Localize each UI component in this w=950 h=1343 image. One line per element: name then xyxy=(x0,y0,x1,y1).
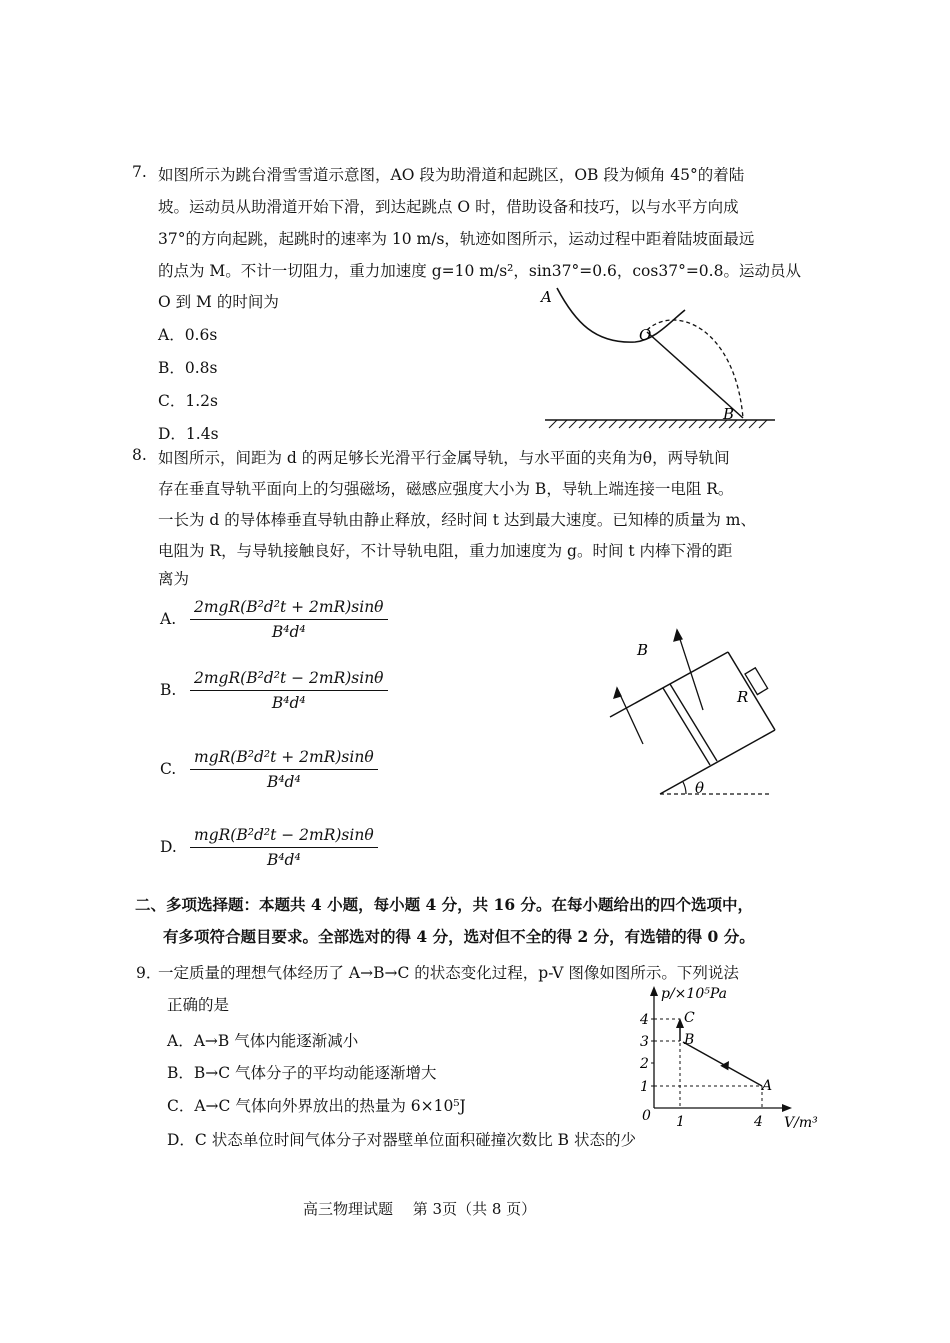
section2-heading-line-1: 二、多项选择题：本题共 4 小题，每小题 4 分，共 16 分。在每小题给出的四个选项中， xyxy=(135,895,754,914)
q8-label-b: B xyxy=(637,641,649,659)
q8-option-d-numerator: mgR(B²d²t − 2mR)sinθ xyxy=(190,826,378,848)
q8-option-a-label: A. xyxy=(160,610,177,628)
q8-option-a-fraction xyxy=(190,598,388,641)
q9-pv-graph xyxy=(636,982,822,1130)
q8-resistor xyxy=(745,668,768,695)
q7-trajectory xyxy=(647,320,743,418)
q9-y-tick-3: 3 xyxy=(640,1034,649,1050)
q8-rod-2 xyxy=(670,684,717,761)
q9-guides xyxy=(654,1019,762,1108)
q8-option-a-denominator: B⁴d⁴ xyxy=(271,623,306,641)
q8-option-c-numerator: mgR(B²d²t + 2mR)sinθ xyxy=(190,748,378,770)
q8-rail-top xyxy=(610,652,728,717)
q7-label-b: B xyxy=(723,405,735,423)
q7-ground-hatch xyxy=(549,420,767,428)
q9-y-tick-2: 2 xyxy=(640,1056,649,1072)
q8-option-a-numerator: 2mgR(B²d²t + 2mR)sinθ xyxy=(190,598,388,620)
q8-label-theta: θ xyxy=(695,779,705,797)
q8-option-c-denominator: B⁴d⁴ xyxy=(266,773,301,791)
q7-label-o: O xyxy=(639,326,652,344)
q8-text-line-4: 电阻为 R，与导轨接触良好，不计导轨电阻，重力加速度为 g。时间 t 内棒下滑的距 xyxy=(158,542,733,560)
q9-x-tick-4: 4 xyxy=(754,1114,763,1130)
q9-x-arrow xyxy=(782,1104,792,1112)
q8-option-d-fraction xyxy=(190,826,378,869)
q7-text-line-4: 的点为 M。不计一切阻力，重力加速度 g=10 m/s²，sin37°=0.6，cos37°=0.8。运动员从 xyxy=(158,262,801,280)
q8-option-b-fraction xyxy=(190,669,388,712)
q8-rod-1 xyxy=(663,688,710,765)
q8-option-b-denominator: B⁴d⁴ xyxy=(271,694,306,712)
q9-point-a: A xyxy=(762,1078,773,1094)
q8-option-b-numerator: 2mgR(B²d²t − 2mR)sinθ xyxy=(190,669,388,691)
q8-text-line-2: 存在垂直导轨平面向上的匀强磁场，磁感应强度大小为 B，导轨上端连接一电阻 R。 xyxy=(158,480,734,498)
q8-text-line-3: 一长为 d 的导体棒垂直导轨由静止释放，经时间 t 达到最大速度。已知棒的质量为 m、 xyxy=(158,511,756,529)
page-footer: 高三物理试题 第 3页（共 8 页） xyxy=(303,1200,537,1218)
q9-y-axis-label: p/×10⁵Pa xyxy=(661,986,727,1002)
q7-text-line-2: 坡。运动员从助滑道开始下滑，到达起跳点 O 时，借助设备和技巧，以与水平方向成 xyxy=(158,198,739,216)
q9-option-c: C．A→C 气体向外界放出的热量为 6×10⁵J xyxy=(167,1097,466,1115)
q9-process-ab xyxy=(683,1042,762,1086)
q8-option-b-label: B. xyxy=(160,681,177,699)
q7-number: 7. xyxy=(132,163,147,181)
q9-y-tick-1: 1 xyxy=(640,1079,649,1095)
q8-field-arrows xyxy=(614,630,703,744)
q8-label-r: R xyxy=(737,688,749,706)
q8-angle-arc xyxy=(683,782,686,794)
q9-point-b: B xyxy=(684,1032,695,1048)
q8-option-d-label: D. xyxy=(160,838,177,856)
q9-y-arrow xyxy=(650,986,658,996)
q9-x-tick-1: 1 xyxy=(676,1114,685,1130)
q9-text-line-2: 正确的是 xyxy=(167,996,230,1014)
q8-text-line-1: 如图所示，间距为 d 的两足够长光滑平行金属导轨，与水平面的夹角为θ，两导轨间 xyxy=(158,449,730,467)
section2-heading-line-2: 有多项符合题目要求。全部选对的得 4 分，选对但不全的得 2 分，有选错的得 0 分。 xyxy=(163,927,755,946)
q7-option-c: C．1.2s xyxy=(158,392,218,410)
q7-text-line-3: 37°的方向起跳，起跳时的速率为 10 m/s，轨迹如图所示，运动过程中距着陆坡面最远 xyxy=(158,230,755,248)
q9-x-axis-label: V/m³ xyxy=(784,1115,818,1130)
q9-origin: 0 xyxy=(642,1108,651,1124)
q8-rails-figure xyxy=(600,622,780,802)
q8-end-wire xyxy=(728,652,775,730)
q8-rail-bottom xyxy=(660,730,775,794)
q7-option-b: B．0.8s xyxy=(158,359,218,377)
q9-number: 9． xyxy=(136,964,162,982)
q7-text-line-1: 如图所示为跳台滑雪雪道示意图，AO 段为助滑道和起跳区，OB 段为倾角 45°的着陆 xyxy=(158,166,745,184)
q9-arrow-bc xyxy=(676,1018,684,1028)
q9-y-tick-4: 4 xyxy=(640,1012,649,1028)
q9-arrow-ab xyxy=(720,1061,733,1073)
q7-ski-jump-figure xyxy=(535,282,795,430)
q7-label-a: A xyxy=(541,288,552,306)
q7-option-d: D．1.4s xyxy=(158,425,219,443)
q8-number: 8. xyxy=(132,446,147,464)
q8-option-d-denominator: B⁴d⁴ xyxy=(266,851,301,869)
q9-option-b: B．B→C 气体分子的平均动能逐渐增大 xyxy=(167,1064,437,1082)
q8-option-c-label: C. xyxy=(160,760,177,778)
q7-text-line-5: O 到 M 的时间为 xyxy=(158,293,279,311)
q8-option-c-fraction xyxy=(190,748,378,791)
q9-point-c: C xyxy=(684,1010,695,1026)
q9-text-line-1: 一定质量的理想气体经历了 A→B→C 的状态变化过程，p-V 图像如图所示。下列说法 xyxy=(158,964,739,982)
q7-ramp-curve xyxy=(557,288,685,342)
q8-text-line-5: 离为 xyxy=(158,570,190,588)
q9-option-d: D．C 状态单位时间气体分子对器壁单位面积碰撞次数比 B 状态的少 xyxy=(167,1131,636,1149)
q9-option-a: A．A→B 气体内能逐渐减小 xyxy=(167,1032,359,1050)
q7-option-a: A．0.6s xyxy=(158,326,218,344)
